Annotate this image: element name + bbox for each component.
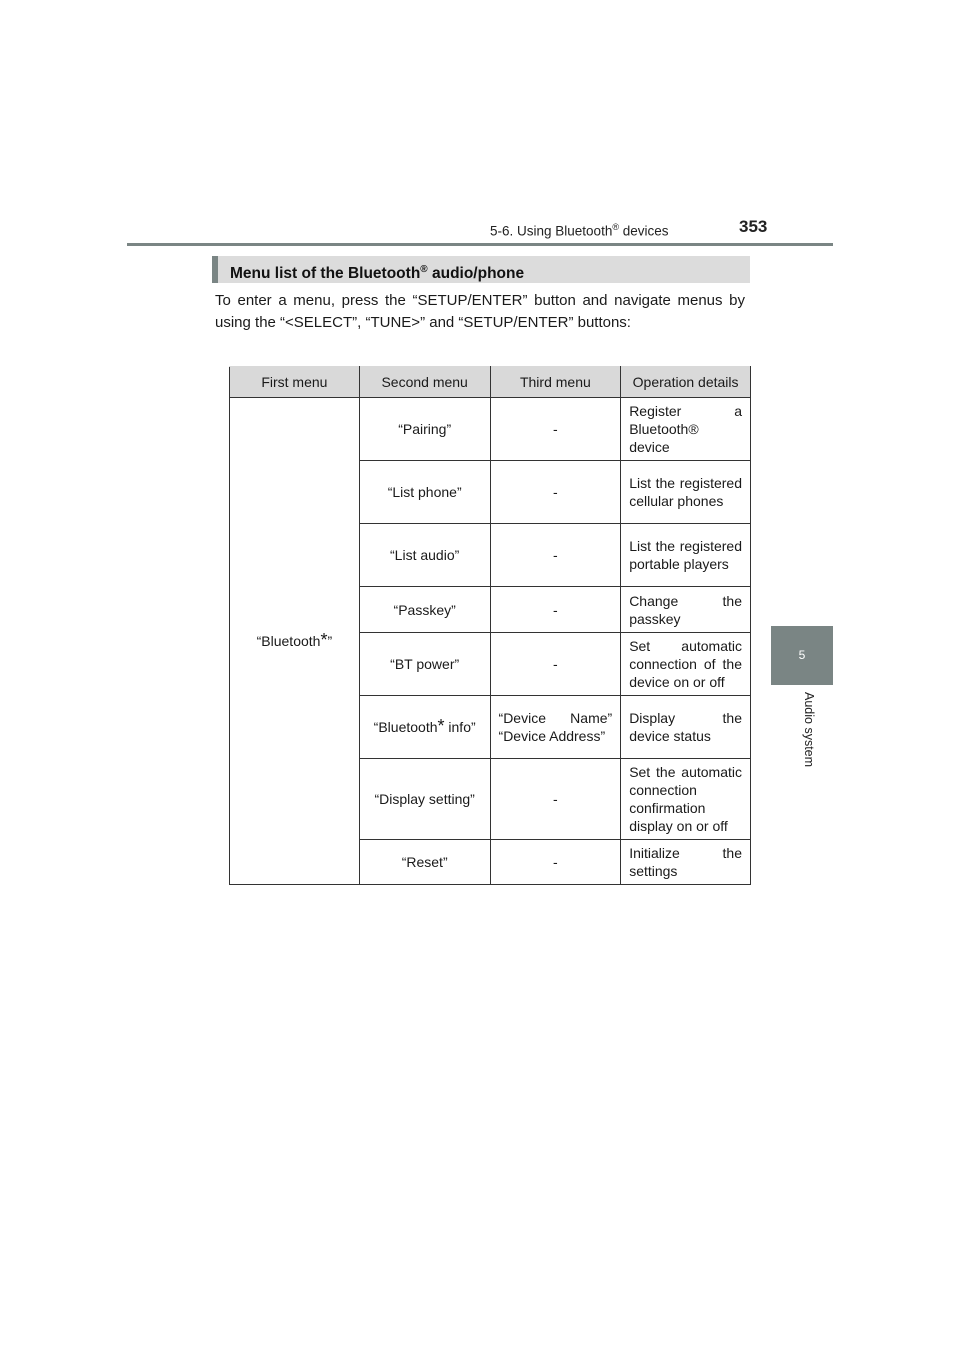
operation-cell: Initialize the settings xyxy=(621,840,751,885)
second-menu-cell: “Pairing” xyxy=(359,398,490,461)
intro-paragraph: To enter a menu, press the “SETUP/ENTER” button and navigate menus by using the “<SELECT”, “TUNE>” and “SETUP/ENTER” buttons: xyxy=(215,292,745,331)
header-rule xyxy=(127,243,833,246)
header-first-menu: First menu xyxy=(230,367,360,398)
operation-cell: Register a Bluetooth® device xyxy=(621,398,751,461)
operation-cell: Set the automatic connection confirmation display on or off xyxy=(621,759,751,840)
chapter-title: Audio system xyxy=(802,692,816,768)
second-menu-cell: “List audio” xyxy=(359,524,490,587)
third-menu-cell: - xyxy=(490,759,621,840)
third-menu-cell: - xyxy=(490,461,621,524)
section-heading-prefix: Menu list of the Bluetooth xyxy=(230,265,421,283)
operation-cell: Change the passkey xyxy=(621,587,751,633)
table-row xyxy=(230,398,751,461)
operation-cell: List the registered portable players xyxy=(621,524,751,587)
table-header-row xyxy=(230,367,751,398)
registered-mark: ® xyxy=(612,222,619,232)
third-menu-cell: - xyxy=(490,398,621,461)
header-operation-details: Operation details xyxy=(621,367,751,398)
operation-cell: Set automatic connection of the device on or off xyxy=(621,633,751,696)
first-menu-prefix: “Bluetooth xyxy=(256,633,321,649)
header-section-title xyxy=(490,222,669,239)
asterisk-mark: * xyxy=(320,630,328,650)
header-section-suffix: devices xyxy=(618,223,669,239)
third-menu-cell: - xyxy=(490,524,621,587)
menu-table xyxy=(229,366,751,885)
header-third-menu: Third menu xyxy=(490,367,621,398)
second-menu-cell: “Passkey” xyxy=(359,587,490,633)
second-menu-cell: “List phone” xyxy=(359,461,490,524)
third-menu-cell: - xyxy=(490,587,621,633)
first-menu-suffix: ” xyxy=(327,633,333,649)
second-menu-suffix: info” xyxy=(444,719,476,735)
operation-cell: Display the device status xyxy=(621,696,751,759)
third-menu-cell: - xyxy=(490,633,621,696)
section-heading-suffix: audio/phone xyxy=(427,265,525,283)
header-section-prefix: 5-6. Using Bluetooth xyxy=(490,223,613,239)
section-heading-reg: ® xyxy=(420,264,428,275)
second-menu-cell: “BT power” xyxy=(359,633,490,696)
second-menu-cell: “Reset” xyxy=(359,840,490,885)
operation-cell: List the registered cellular phones xyxy=(621,461,751,524)
chapter-tab: 5 xyxy=(771,626,833,685)
third-menu-cell: “Device Name” “Device Address” xyxy=(490,696,621,759)
second-menu-prefix: “Bluetooth xyxy=(373,719,438,735)
section-heading xyxy=(212,256,750,283)
third-menu-cell: - xyxy=(490,840,621,885)
header-second-menu: Second menu xyxy=(359,367,490,398)
page-number: 353 xyxy=(739,217,768,236)
asterisk-mark: * xyxy=(437,716,445,736)
second-menu-cell xyxy=(359,696,490,759)
first-menu-cell xyxy=(230,398,360,885)
second-menu-cell: “Display setting” xyxy=(359,759,490,840)
